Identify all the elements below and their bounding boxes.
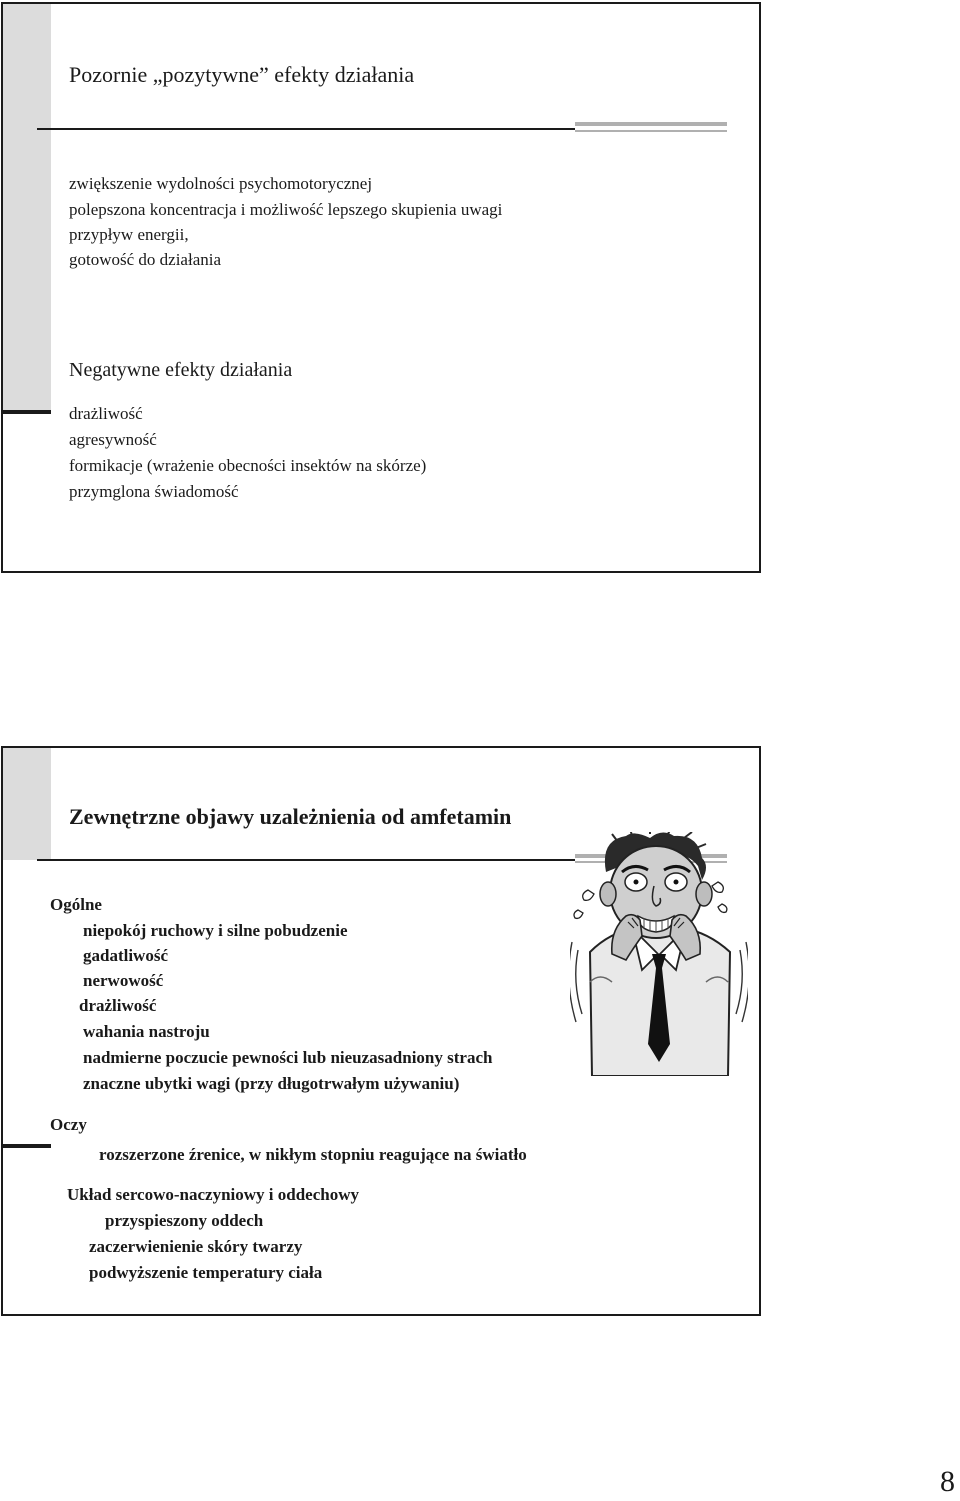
- negative-effect-item: agresywność: [69, 430, 157, 449]
- anxious-man-illustration: [570, 832, 748, 1076]
- general-item: nerwowość: [83, 971, 164, 990]
- positive-effect-item: zwiększenie wydolności psychomotorycznej: [69, 174, 373, 193]
- slide-effects: [1, 2, 761, 573]
- title-rule-accent: [575, 122, 727, 126]
- title-rule: [37, 859, 575, 861]
- positive-effect-item: przypływ energii,: [69, 225, 189, 244]
- general-item: nadmierne poczucie pewności lub nieuzasadniony strach: [83, 1048, 493, 1067]
- negative-effect-item: drażliwość: [69, 404, 143, 423]
- negative-effect-item: formikacje (wrażenie obecności insektów na skórze): [69, 456, 427, 475]
- general-item: wahania nastroju: [83, 1022, 210, 1041]
- section-marker: [3, 1144, 51, 1148]
- general-item: znaczne ubytki wagi (przy długotrwałym używaniu): [83, 1074, 460, 1093]
- eyes-item: rozszerzone źrenice, w nikłym stopniu reagujące na światło: [99, 1145, 527, 1164]
- slide-title: Pozornie „pozytywne” efekty działania: [69, 62, 415, 87]
- general-item: gadatliwość: [83, 946, 168, 965]
- negative-heading: Negatywne efekty działania: [69, 359, 293, 381]
- cardio-item: zaczerwienienie skóry twarzy: [89, 1237, 303, 1256]
- page-number: 8: [940, 1465, 955, 1498]
- positive-effect-item: polepszona koncentracja i możliwość lepszego skupienia uwagi: [69, 200, 503, 219]
- general-heading: Ogólne: [50, 895, 102, 914]
- cardio-item: podwyższenie temperatury ciała: [89, 1263, 323, 1282]
- general-item: niepokój ruchowy i silne pobudzenie: [83, 921, 348, 940]
- cardio-heading: Układ sercowo-naczyniowy i oddechowy: [67, 1185, 359, 1204]
- positive-effect-item: gotowość do działania: [69, 250, 222, 269]
- negative-effect-item: przymglona świadomość: [69, 482, 239, 501]
- cardio-item: przyspieszony oddech: [105, 1211, 264, 1230]
- section-marker: [3, 410, 51, 414]
- eyes-heading: Oczy: [50, 1115, 87, 1134]
- general-item: drażliwość: [79, 996, 157, 1015]
- title-rule: [37, 128, 575, 130]
- slide-title: Zewnętrzne objawy uzależnienia od amfetamin: [69, 804, 512, 829]
